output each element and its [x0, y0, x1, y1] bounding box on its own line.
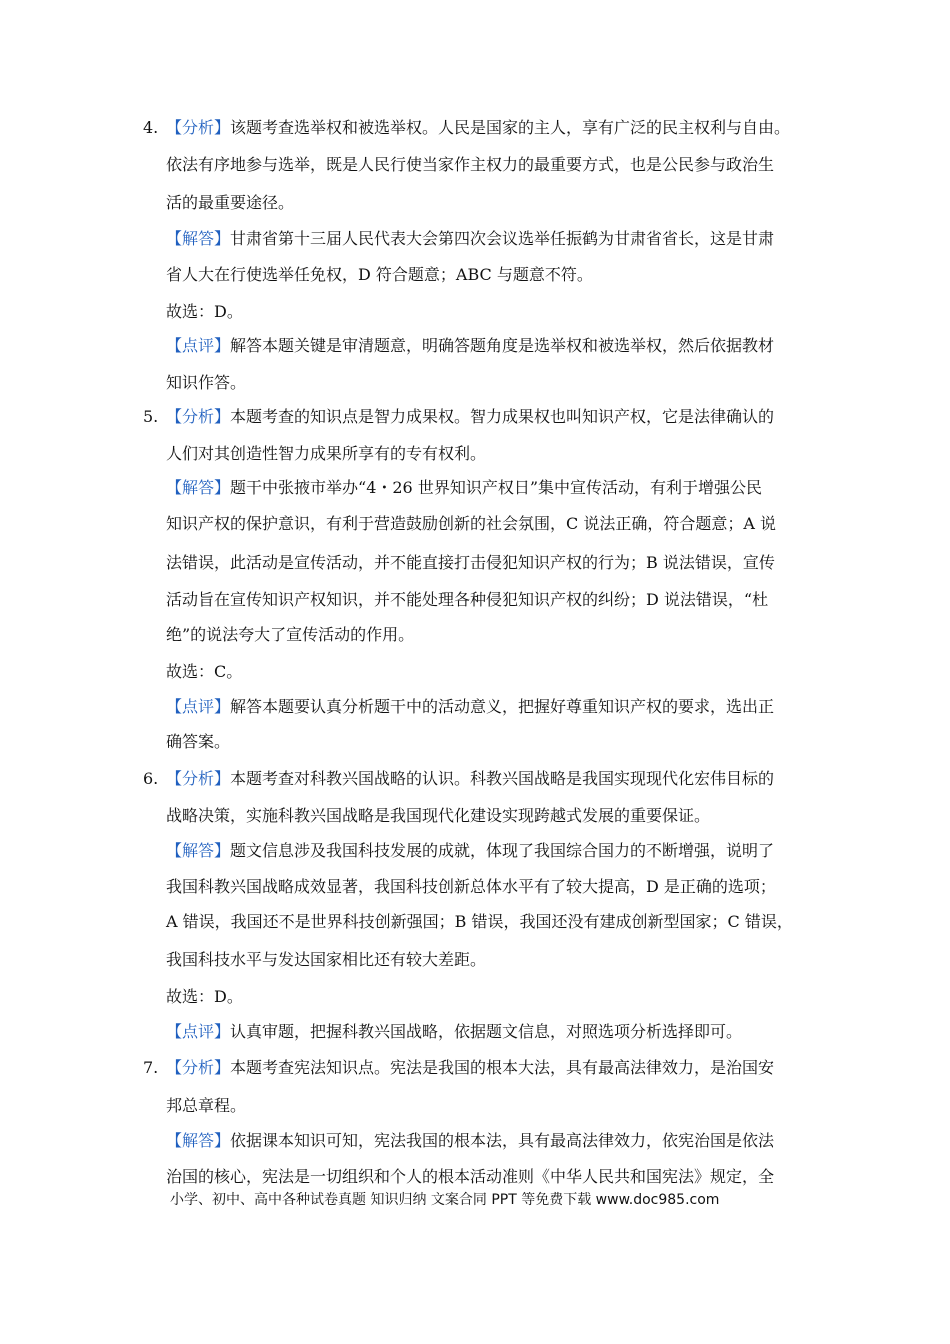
choice-line: 故选：C。: [166, 662, 243, 681]
comment-text: 知识作答。: [166, 373, 247, 392]
answer-line: [166, 590, 768, 610]
comment-line: [166, 697, 774, 717]
comment-text: 确答案。: [166, 732, 231, 751]
analysis-line: [166, 806, 710, 826]
answer-line: [166, 265, 593, 285]
analysis-line: [166, 407, 774, 427]
comment-line: [166, 732, 230, 752]
answer-text: 知识产权的保护意识，有利于营造鼓励创新的社会氛围，C 说法正确，符合题意；A 说: [166, 514, 776, 533]
comment-line: [166, 1022, 742, 1042]
question-number: 4.: [143, 118, 159, 137]
answer-text: 依据课本知识可知，宪法我国的根本法，具有最高法律效力，依宪治国是依法: [230, 1131, 775, 1150]
answer-line: [166, 1131, 774, 1151]
footer-text: 小学、初中、高中各种试卷真题 知识归纳 文案合同 PPT 等免费下载 www.doc985.com: [170, 1192, 720, 1208]
analysis-text: 本题考查宪法知识点。宪法是我国的根本大法，具有最高法律效力，是治国安: [230, 1058, 775, 1077]
question-number: 7.: [143, 1058, 159, 1077]
comment-text: 解答本题要认真分析题干中的活动意义，把握好尊重知识产权的要求，选出正: [230, 697, 775, 716]
analysis-label: 【分析】: [166, 118, 231, 137]
question-number: 6.: [143, 769, 159, 788]
comment-line: [166, 373, 246, 393]
answer-line: [166, 625, 414, 645]
analysis-label: 【分析】: [166, 407, 231, 426]
answer-text: 题干中张掖市举办“4・26 世界知识产权日”集中宣传活动，有利于增强公民: [230, 478, 763, 497]
analysis-line: [166, 118, 790, 138]
answer-line: [166, 229, 774, 249]
comment-line: [166, 336, 774, 356]
comment-text: 解答本题关键是审清题意，明确答题角度是选举权和被选举权，然后依据教材: [230, 336, 775, 355]
analysis-text: 邦总章程。: [166, 1096, 247, 1115]
answer-label: 【解答】: [166, 229, 231, 248]
analysis-line: [166, 769, 774, 789]
question-number: 5.: [143, 407, 159, 426]
analysis-line: [166, 193, 294, 213]
answer-label: 【解答】: [166, 841, 231, 860]
answer-line: [166, 1167, 774, 1187]
answer-line: [166, 841, 774, 861]
answer-text: A 错误，我国还不是世界科技创新强国；B 错误，我国还没有建成创新型国家；C 错误，: [166, 912, 793, 931]
answer-text: 省人大在行使选举任免权，D 符合题意；ABC 与题意不符。: [166, 265, 593, 284]
answer-text: 我国科教兴国战略成效显著，我国科技创新总体水平有了较大提高，D 是正确的选项；: [166, 877, 776, 896]
answer-label: 【解答】: [166, 478, 231, 497]
analysis-text: 活的最重要途径。: [166, 193, 295, 212]
answer-label: 【解答】: [166, 1131, 231, 1150]
choice-line: 故选：D。: [166, 302, 243, 321]
analysis-line: [166, 444, 486, 464]
answer-text: 甘肃省第十三届人民代表大会第四次会议选举任振鹤为甘肃省省长，这是甘肃: [230, 229, 775, 248]
analysis-text: 该题考查选举权和被选举权。人民是国家的主人，享有广泛的民主权利与自由。: [230, 118, 791, 137]
analysis-text: 人们对其创造性智力成果所享有的专有权利。: [166, 444, 487, 463]
answer-line: [166, 478, 762, 498]
answer-line: [166, 553, 775, 573]
analysis-text: 本题考查对科教兴国战略的认识。科教兴国战略是我国实现现代化宏伟目标的: [230, 769, 775, 788]
analysis-line: [166, 155, 774, 175]
comment-text: 认真审题，把握科教兴国战略，依据题文信息，对照选项分析选择即可。: [230, 1022, 743, 1041]
answer-line: [166, 950, 486, 970]
answer-text: 治国的核心，宪法是一切组织和个人的根本活动准则《中华人民共和国宪法》规定，全: [166, 1167, 775, 1186]
answer-line: [166, 877, 776, 897]
answer-text: 我国科技水平与发达国家相比还有较大差距。: [166, 950, 487, 969]
answer-text: 题文信息涉及我国科技发展的成就，体现了我国综合国力的不断增强，说明了: [230, 841, 775, 860]
analysis-line: [166, 1096, 246, 1116]
answer-text: 法错误，此活动是宣传活动，并不能直接打击侵犯知识产权的行为；B 说法错误，宣传: [166, 553, 775, 572]
comment-label: 【点评】: [166, 1022, 231, 1041]
answer-line: [166, 912, 793, 932]
analysis-text: 本题考查的知识点是智力成果权。智力成果权也叫知识产权，它是法律确认的: [230, 407, 775, 426]
comment-label: 【点评】: [166, 697, 231, 716]
answer-text: 活动旨在宣传知识产权知识，并不能处理各种侵犯知识产权的纠纷；D 说法错误，“杜: [166, 590, 769, 609]
analysis-line: [166, 1058, 774, 1078]
answer-line: [166, 514, 776, 534]
choice-line: 故选：D。: [166, 987, 243, 1006]
analysis-text: 依法有序地参与选举，既是人民行使当家作主权力的最重要方式，也是公民参与政治生: [166, 155, 775, 174]
analysis-label: 【分析】: [166, 769, 231, 788]
analysis-label: 【分析】: [166, 1058, 231, 1077]
analysis-text: 战略决策，实施科教兴国战略是我国现代化建设实现跨越式发展的重要保证。: [166, 806, 711, 825]
comment-label: 【点评】: [166, 336, 231, 355]
answer-text: 绝”的说法夸大了宣传活动的作用。: [166, 625, 415, 644]
